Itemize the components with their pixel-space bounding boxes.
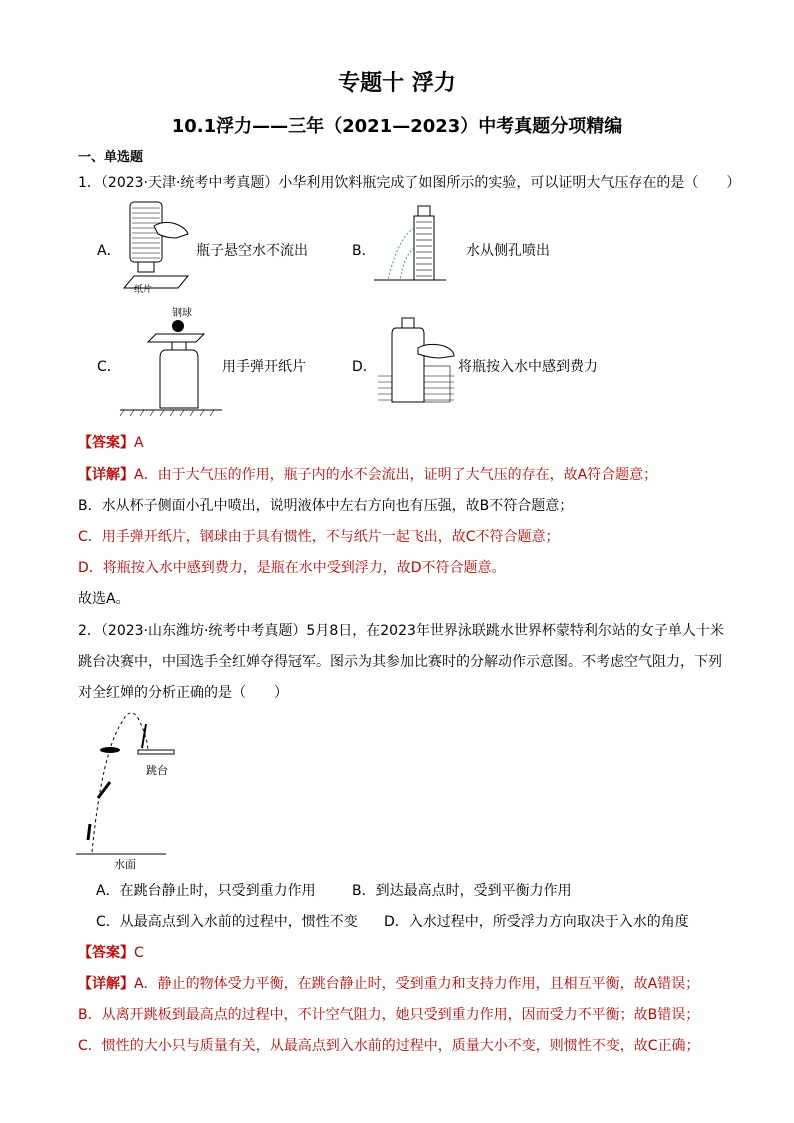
q2-fig-platform-label: 跳台 xyxy=(146,764,168,777)
q1-detail-1 xyxy=(78,464,657,484)
detail-text: A．由于大气压的作用，瓶子内的水不会流出，证明了大气压的存在，故A符合题意； xyxy=(134,467,658,483)
q2-option-d: D．入水过程中，所受浮力方向取决于入水的角度 xyxy=(384,914,689,930)
question-2-stem-line-3: 对全红婵的分析正确的是（ ） xyxy=(78,685,288,701)
q1-figure-b xyxy=(370,204,450,284)
q1-figure-d xyxy=(374,314,464,406)
q1-option-c-letter: C． xyxy=(97,359,121,375)
q1-option-d-text: 将瓶按入水中感到费力 xyxy=(458,359,598,375)
q1-option-b-text: 水从侧孔喷出 xyxy=(466,243,550,259)
answer-tag: 【答案】 xyxy=(78,945,134,961)
q2-option-c: C．从最高点到入水前的过程中，惯性不变 xyxy=(96,914,358,930)
section-heading: 一、单选题 xyxy=(78,150,144,165)
question-2-stem-line-2: 跳台决赛中，中国选手全红婵夺得冠军。图示为其参加比赛时的分解动作示意图。不考虑空气阻力，下列 xyxy=(78,654,722,670)
q1-answer xyxy=(78,432,144,452)
q2-diver-figure xyxy=(76,702,186,870)
q1-fig-a-label: 纸片 xyxy=(134,285,153,295)
q1-detail-4: D．将瓶按入水中感到费力，是瓶在水中受到浮力，故D不符合题意。 xyxy=(78,560,506,576)
question-1-stem: 1．（2023·天津·统考中考真题）小华利用饮料瓶完成了如图所示的实验，可以证明大气压存在的是（ ） xyxy=(78,175,741,191)
q2-fig-water-label: 水面 xyxy=(114,858,136,871)
q1-option-a-text: 瓶子悬空水不流出 xyxy=(196,243,308,259)
q2-answer xyxy=(78,942,144,962)
q1-option-d-letter: D． xyxy=(352,359,377,375)
detail-tag: 【详解】 xyxy=(78,976,134,992)
q1-option-c-text: 用手弹开纸片 xyxy=(222,359,306,375)
q2-option-b: B．到达最高点时，受到平衡力作用 xyxy=(352,883,572,899)
answer-value: C xyxy=(134,945,144,961)
q1-figure-c xyxy=(116,316,226,418)
q1-option-a-letter: A． xyxy=(97,243,121,259)
q1-option-b-letter: B． xyxy=(352,243,376,259)
page-title: 专题十 浮力 xyxy=(338,71,456,96)
q1-detail-2: B．水从杯子侧面小孔中喷出，说明液体中左右方向也有压强，故B不符合题意； xyxy=(78,498,574,514)
q2-detail-3: C．惯性的大小只与质量有关，从最高点到入水前的过程中，质量大小不变，则惯性不变，故C正确； xyxy=(78,1038,700,1054)
q1-figure-a xyxy=(118,196,198,296)
question-2-stem-line-1: 2．（2023·山东潍坊·统考中考真题）5月8日，在2023年世界泳联跳水世界杯蒙特利尔站的女子单人十米 xyxy=(78,623,724,639)
page-subtitle: 10.1浮力——三年（2021—2023）中考真题分项精编 xyxy=(171,116,623,137)
detail-tag: 【详解】 xyxy=(78,467,134,483)
answer-tag: 【答案】 xyxy=(78,435,134,451)
q1-conclusion: 故选A。 xyxy=(78,591,130,607)
q2-detail-2: B．从离开跳板到最高点的过程中，不计空气阻力，她只受到重力作用，因而受力不平衡；故B错误； xyxy=(78,1007,700,1023)
detail-text: A．静止的物体受力平衡，在跳台静止时，受到重力和支持力作用，且相互平衡，故A错误； xyxy=(134,976,700,992)
q1-detail-3: C．用手弹开纸片，钢球由于具有惯性，不与纸片一起飞出，故C不符合题意； xyxy=(78,529,560,545)
answer-value: A xyxy=(134,435,144,451)
q2-detail-1 xyxy=(78,973,699,993)
q1-fig-c-label: 钢球 xyxy=(172,308,192,319)
q2-option-a: A．在跳台静止时，只受到重力作用 xyxy=(96,883,316,899)
